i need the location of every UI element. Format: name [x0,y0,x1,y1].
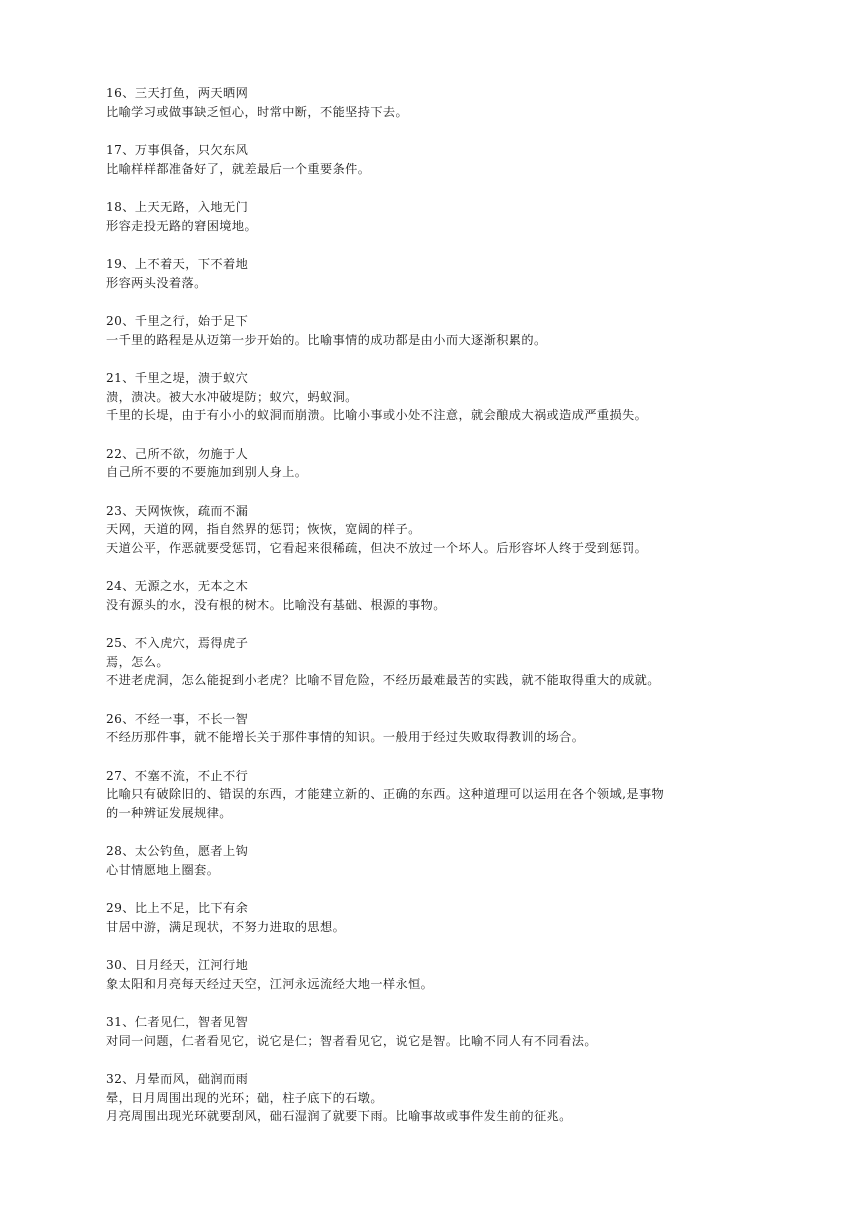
idiom-title: 31、仁者见仁，智者见智 [106,1015,249,1029]
idiom-explanation-line: 晕，日月周围出现的光环；础，柱子底下的石墩。 [106,1090,383,1105]
idiom-entry [106,198,766,235]
idiom-entry [106,634,766,690]
idiom-entry [106,312,766,349]
idiom-entry [106,767,766,823]
idiom-entry [106,84,766,121]
idiom-explanation-line: 月亮周围出现光环就要刮风，础石湿润了就要下雨。比喻事故或事件发生前的征兆。 [106,1109,572,1123]
idiom-explanation-line: 不进老虎洞，怎么能捉到小老虎？比喻不冒危险，不经历最难最苦的实践，就不能取得重大的成就。 [106,673,660,687]
idiom-title: 28、太公钓鱼，愿者上钩 [106,844,249,858]
idiom-entry [106,842,766,879]
document-page [106,84,766,1146]
idiom-entry [106,899,766,936]
idiom-title: 19、上不着天，下不着地 [106,257,249,271]
idiom-explanation-line: 形容走投无路的窘困境地。 [106,218,258,233]
idiom-title: 27、不塞不流，不止不行 [106,768,249,783]
idiom-explanation-line: 自己所不要的不要施加到别人身上。 [106,465,308,479]
idiom-title: 26、不经一事，不长一智 [106,711,249,726]
idiom-explanation-line: 天网，天道的网，指自然界的惩罚；恢恢，宽阔的样子。 [106,522,421,536]
idiom-explanation-line: 不经历那件事，就不能增长关于那件事情的知识。一般用于经过失败取得教训的场合。 [106,730,585,744]
idiom-title: 22、己所不欲，勿施于人 [106,446,249,461]
idiom-entry [106,956,766,993]
idiom-explanation-line: 对同一问题，仁者看见它，说它是仁；智者看见它，说它是智。比喻不同人有不同看法。 [106,1033,597,1048]
idiom-explanation-line: 心甘情愿地上圈套。 [106,862,220,877]
idiom-entry [106,1070,766,1126]
idiom-title: 16、三天打鱼，两天晒网 [106,86,249,100]
idiom-explanation-line: 的一种辨证发展规律。 [106,805,232,820]
idiom-entry [106,445,766,482]
idiom-explanation-line: 千里的长堤，由于有小小的蚁洞而崩溃。比喻小事或小处不注意，就会酿成大祸或造成严重损失。 [106,408,648,422]
idiom-entry [106,141,766,178]
idiom-explanation-line: 比喻只有破除旧的、错误的东西，才能建立新的、正确的东西。这种道理可以运用在各个领域,是事物 [106,787,665,801]
idiom-title: 32、月晕而风，础润而雨 [106,1072,249,1086]
idiom-explanation-line: 比喻学习或做事缺乏恒心，时常中断，不能坚持下去。 [106,104,409,119]
idiom-entry [106,1013,766,1050]
idiom-entry [106,577,766,614]
idiom-explanation-line: 一千里的路程是从迈第一步开始的。比喻事情的成功都是由小而大逐渐积累的。 [106,332,547,347]
idiom-title: 18、上天无路，入地无门 [106,200,249,214]
idiom-title: 17、万事俱备，只欠东风 [106,143,249,157]
idiom-title: 30、日月经天，江河行地 [106,958,249,972]
idiom-explanation-line: 焉，怎么。 [106,654,169,669]
idiom-explanation-line: 溃，溃决。被大水冲破堤防；蚁穴，蚂蚁洞。 [106,389,358,404]
idiom-explanation-line: 没有源头的水，没有根的树木。比喻没有基础、根源的事物。 [106,597,446,612]
idiom-entry [106,369,766,425]
idiom-explanation-line: 形容两头没着落。 [106,275,207,290]
idiom-title: 23、天网恢恢，疏而不漏 [106,503,249,518]
idiom-title: 21、千里之堤，溃于蚁穴 [106,371,249,385]
idiom-title: 20、千里之行，始于足下 [106,314,249,328]
idiom-explanation-line: 比喻样样都准备好了，就差最后一个重要条件。 [106,161,371,176]
idiom-explanation-line: 象太阳和月亮每天经过天空，江河永远流经大地一样永恒。 [106,976,434,991]
idiom-entry [106,502,766,558]
idiom-entry [106,710,766,747]
idiom-entry [106,255,766,292]
idiom-explanation-line: 天道公平，作恶就要受惩罚，它看起来很稀疏，但决不放过一个坏人。后形容坏人终于受到惩罚。 [106,540,648,555]
idiom-title: 25、不入虎穴，焉得虎子 [106,636,249,650]
idiom-explanation-line: 甘居中游，满足现状，不努力进取的思想。 [106,919,346,934]
idiom-title: 29、比上不足，比下有余 [106,901,249,915]
idiom-title: 24、无源之水，无本之木 [106,579,249,593]
